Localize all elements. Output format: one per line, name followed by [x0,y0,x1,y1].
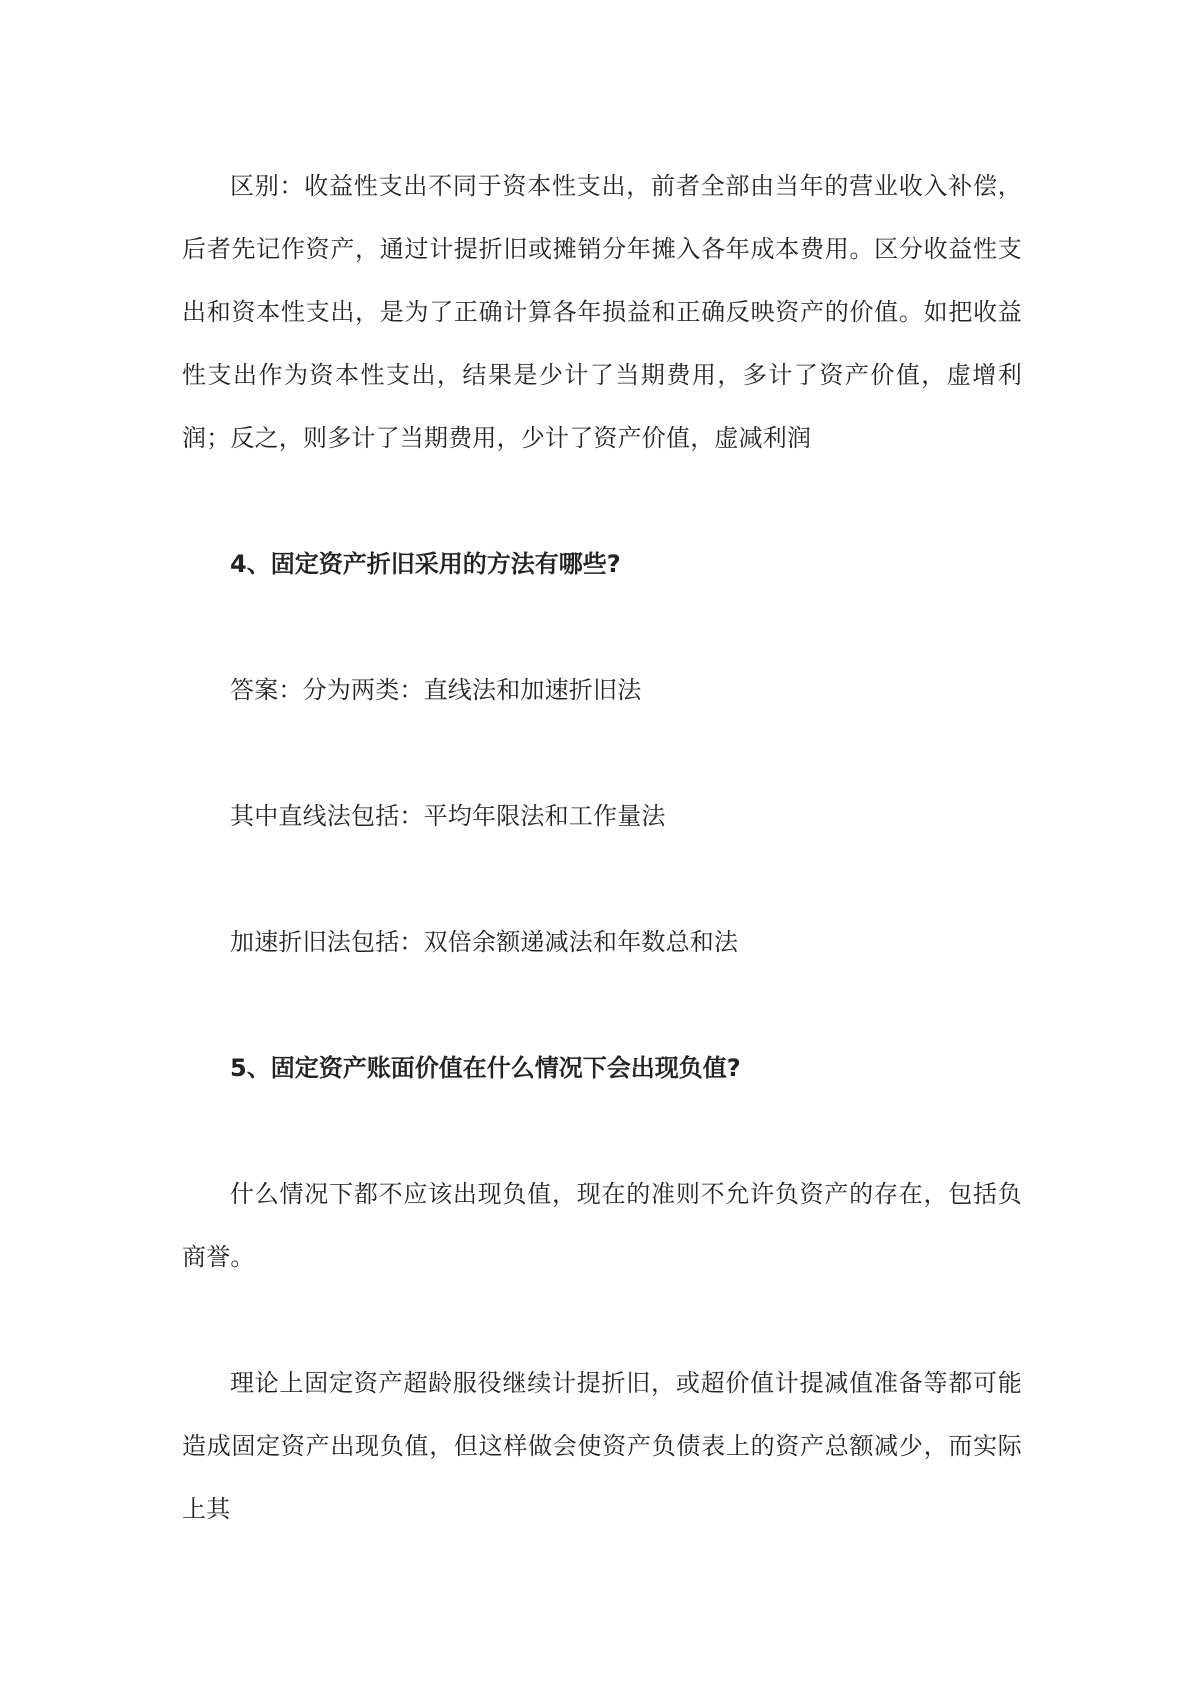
question-5-heading: 5、固定资产账面价值在什么情况下会出现负值? [230,1054,741,1082]
spacer [182,596,1022,659]
spacer [182,722,1022,785]
answer-4-paragraph-1: 答案：分为两类：直线法和加速折旧法 [230,676,642,704]
question-4-heading: 4、固定资产折旧采用的方法有哪些? [230,550,621,578]
paragraph-difference: 区别：收益性支出不同于资本性支出，前者全部由当年的营业收入补偿，后者先记作资产，通过计提折旧或摊销分年摊入各年成本费用。区分收益性支出和资本性支出，是为了正确计算各年损益和正确反映资产的价值。如把收益性支出作为资本性支出，结果是少计了当期费用，多计了资产价值，虚增利润；反之，则多计了当期费用，少计了资产价值，虚减利润 [182,172,1022,452]
answer-4-paragraph-3: 加速折旧法包括：双倍余额递减法和年数总和法 [230,928,739,956]
answer-4-paragraph-2: 其中直线法包括：平均年限法和工作量法 [230,802,666,830]
spacer [182,848,1022,911]
spacer [182,1289,1022,1352]
answer-5-paragraph-2: 理论上固定资产超龄服役继续计提折旧，或超价值计提减值准备等都可能造成固定资产出现负值，但这样做会使资产负债表上的资产总额减少，而实际上其 [182,1369,1022,1523]
spacer [182,974,1022,1037]
spacer [182,1100,1022,1163]
document-content [182,155,1022,1541]
answer-5-paragraph-1: 什么情况下都不应该出现负值，现在的准则不允许负资产的存在，包括负商誉。 [182,1180,1022,1271]
spacer [182,470,1022,533]
